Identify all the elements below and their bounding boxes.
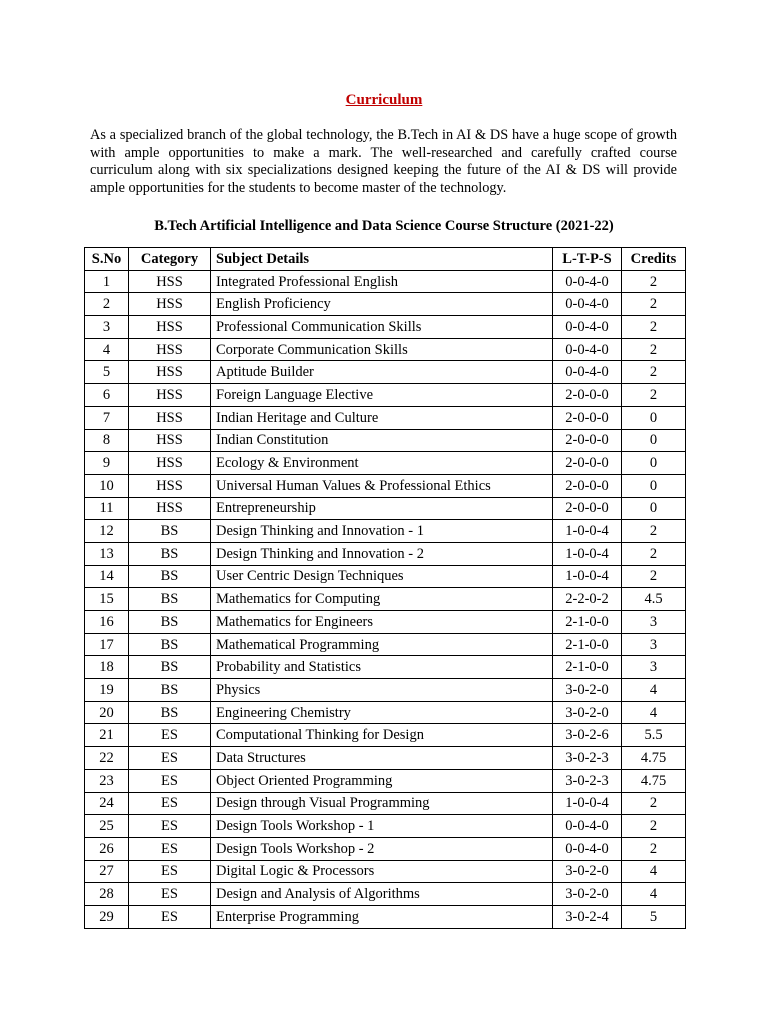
cell-category: BS [129,565,211,588]
cell-ltps: 0-0-4-0 [553,270,622,293]
cell-subject: Design Thinking and Innovation - 2 [211,542,553,565]
cell-category: ES [129,792,211,815]
cell-credits: 5 [622,905,686,928]
cell-ltps: 2-1-0-0 [553,633,622,656]
cell-credits: 0 [622,452,686,475]
cell-subject: Digital Logic & Processors [211,860,553,883]
cell-subject: Object Oriented Programming [211,769,553,792]
cell-subject: User Centric Design Techniques [211,565,553,588]
cell-subject: Design and Analysis of Algorithms [211,883,553,906]
cell-subject: Mathematics for Engineers [211,611,553,634]
cell-ltps: 2-0-0-0 [553,429,622,452]
cell-subject: Mathematical Programming [211,633,553,656]
cell-sno: 24 [85,792,129,815]
table-row [85,701,686,724]
column-header-subject: Subject Details [211,248,553,271]
cell-category: BS [129,520,211,543]
cell-subject: Mathematics for Computing [211,588,553,611]
cell-credits: 2 [622,542,686,565]
cell-category: ES [129,837,211,860]
cell-credits: 2 [622,338,686,361]
cell-credits: 0 [622,474,686,497]
table-row [85,588,686,611]
cell-subject: Aptitude Builder [211,361,553,384]
table-header-row [85,248,686,271]
table-row [85,406,686,429]
cell-credits: 4 [622,883,686,906]
table-row [85,429,686,452]
cell-ltps: 2-0-0-0 [553,384,622,407]
cell-sno: 25 [85,815,129,838]
cell-ltps: 3-0-2-0 [553,679,622,702]
cell-subject: English Proficiency [211,293,553,316]
cell-ltps: 2-1-0-0 [553,611,622,634]
cell-credits: 4.75 [622,769,686,792]
cell-sno: 20 [85,701,129,724]
cell-category: HSS [129,384,211,407]
cell-subject: Physics [211,679,553,702]
cell-subject: Data Structures [211,747,553,770]
cell-subject: Probability and Statistics [211,656,553,679]
cell-ltps: 1-0-0-4 [553,520,622,543]
course-structure-table [84,247,686,929]
cell-credits: 2 [622,837,686,860]
cell-ltps: 3-0-2-3 [553,747,622,770]
table-row [85,905,686,928]
cell-category: BS [129,679,211,702]
cell-category: HSS [129,361,211,384]
cell-subject: Enterprise Programming [211,905,553,928]
cell-ltps: 3-0-2-3 [553,769,622,792]
cell-sno: 18 [85,656,129,679]
cell-category: HSS [129,497,211,520]
page-title: Curriculum [345,92,423,108]
cell-category: ES [129,724,211,747]
cell-category: BS [129,656,211,679]
cell-subject: Integrated Professional English [211,270,553,293]
cell-subject: Design through Visual Programming [211,792,553,815]
cell-subject: Design Tools Workshop - 2 [211,837,553,860]
cell-credits: 4 [622,701,686,724]
table-row [85,361,686,384]
cell-credits: 0 [622,406,686,429]
cell-subject: Corporate Communication Skills [211,338,553,361]
cell-sno: 23 [85,769,129,792]
cell-subject: Foreign Language Elective [211,384,553,407]
cell-credits: 4 [622,860,686,883]
column-header-ltps: L-T-P-S [553,248,622,271]
cell-category: ES [129,747,211,770]
cell-ltps: 2-0-0-0 [553,474,622,497]
cell-ltps: 2-0-0-0 [553,497,622,520]
cell-category: BS [129,701,211,724]
cell-ltps: 2-2-0-2 [553,588,622,611]
cell-category: BS [129,611,211,634]
cell-category: ES [129,815,211,838]
cell-ltps: 2-1-0-0 [553,656,622,679]
cell-ltps: 3-0-2-0 [553,883,622,906]
table-row [85,656,686,679]
cell-sno: 8 [85,429,129,452]
cell-credits: 2 [622,384,686,407]
table-row [85,860,686,883]
cell-category: HSS [129,452,211,475]
table-row [85,384,686,407]
column-header-category: Category [129,248,211,271]
table-row [85,837,686,860]
table-row [85,316,686,339]
cell-sno: 1 [85,270,129,293]
cell-credits: 2 [622,316,686,339]
table-row [85,565,686,588]
table-row [85,724,686,747]
cell-sno: 2 [85,293,129,316]
cell-credits: 5.5 [622,724,686,747]
table-body [85,270,686,928]
cell-category: HSS [129,293,211,316]
table-title: B.Tech Artificial Intelligence and Data Science Course Structure (2021-22) [154,218,614,234]
cell-sno: 12 [85,520,129,543]
table-row [85,769,686,792]
table-row [85,520,686,543]
cell-credits: 3 [622,611,686,634]
cell-category: ES [129,905,211,928]
cell-ltps: 3-0-2-0 [553,860,622,883]
cell-credits: 4.5 [622,588,686,611]
cell-category: HSS [129,338,211,361]
cell-credits: 2 [622,565,686,588]
cell-credits: 0 [622,497,686,520]
cell-subject: Indian Heritage and Culture [211,406,553,429]
cell-ltps: 1-0-0-4 [553,542,622,565]
cell-ltps: 0-0-4-0 [553,361,622,384]
cell-category: ES [129,883,211,906]
cell-category: ES [129,769,211,792]
cell-sno: 11 [85,497,129,520]
cell-ltps: 0-0-4-0 [553,815,622,838]
cell-sno: 7 [85,406,129,429]
cell-category: HSS [129,316,211,339]
cell-ltps: 0-0-4-0 [553,837,622,860]
cell-ltps: 1-0-0-4 [553,565,622,588]
cell-category: HSS [129,474,211,497]
cell-credits: 2 [622,792,686,815]
cell-subject: Professional Communication Skills [211,316,553,339]
cell-sno: 28 [85,883,129,906]
column-header-sno: S.No [85,248,129,271]
cell-subject: Design Tools Workshop - 1 [211,815,553,838]
cell-sno: 10 [85,474,129,497]
cell-ltps: 3-0-2-6 [553,724,622,747]
cell-sno: 15 [85,588,129,611]
cell-credits: 0 [622,429,686,452]
intro-paragraph: As a specialized branch of the global technology, the B.Tech in AI & DS have a huge scope of growth with ample opportunities to make a mark. The well-researched and carefully crafted course curriculum along with six specializations designed keeping the future of the AI & DS will provide ample opportunities for the students to become master of the technology. [90,127,677,196]
cell-category: HSS [129,406,211,429]
cell-sno: 22 [85,747,129,770]
cell-sno: 19 [85,679,129,702]
cell-category: BS [129,588,211,611]
cell-ltps: 2-0-0-0 [553,452,622,475]
cell-ltps: 0-0-4-0 [553,338,622,361]
cell-subject: Design Thinking and Innovation - 1 [211,520,553,543]
cell-subject: Entrepreneurship [211,497,553,520]
table-row [85,542,686,565]
cell-sno: 26 [85,837,129,860]
cell-subject: Ecology & Environment [211,452,553,475]
table-row [85,883,686,906]
cell-ltps: 1-0-0-4 [553,792,622,815]
cell-credits: 4 [622,679,686,702]
cell-credits: 2 [622,815,686,838]
table-row [85,338,686,361]
table-row [85,474,686,497]
table-row [85,270,686,293]
cell-category: HSS [129,270,211,293]
cell-credits: 3 [622,656,686,679]
table-row [85,611,686,634]
cell-category: ES [129,860,211,883]
cell-sno: 29 [85,905,129,928]
table-row [85,633,686,656]
cell-sno: 4 [85,338,129,361]
cell-ltps: 3-0-2-0 [553,701,622,724]
cell-credits: 3 [622,633,686,656]
cell-sno: 14 [85,565,129,588]
cell-subject: Computational Thinking for Design [211,724,553,747]
cell-ltps: 3-0-2-4 [553,905,622,928]
cell-sno: 27 [85,860,129,883]
cell-sno: 6 [85,384,129,407]
cell-category: HSS [129,429,211,452]
cell-ltps: 0-0-4-0 [553,293,622,316]
column-header-credits: Credits [622,248,686,271]
cell-category: BS [129,633,211,656]
cell-sno: 3 [85,316,129,339]
cell-sno: 21 [85,724,129,747]
cell-subject: Indian Constitution [211,429,553,452]
cell-sno: 13 [85,542,129,565]
table-row [85,815,686,838]
table-row [85,792,686,815]
cell-sno: 17 [85,633,129,656]
cell-sno: 16 [85,611,129,634]
cell-ltps: 0-0-4-0 [553,316,622,339]
table-row [85,679,686,702]
table-row [85,497,686,520]
table-row [85,293,686,316]
cell-subject: Universal Human Values & Professional Ethics [211,474,553,497]
cell-credits: 4.75 [622,747,686,770]
cell-credits: 2 [622,293,686,316]
cell-ltps: 2-0-0-0 [553,406,622,429]
cell-category: BS [129,542,211,565]
cell-credits: 2 [622,361,686,384]
cell-sno: 5 [85,361,129,384]
cell-credits: 2 [622,520,686,543]
cell-subject: Engineering Chemistry [211,701,553,724]
cell-sno: 9 [85,452,129,475]
table-row [85,452,686,475]
table-row [85,747,686,770]
cell-credits: 2 [622,270,686,293]
